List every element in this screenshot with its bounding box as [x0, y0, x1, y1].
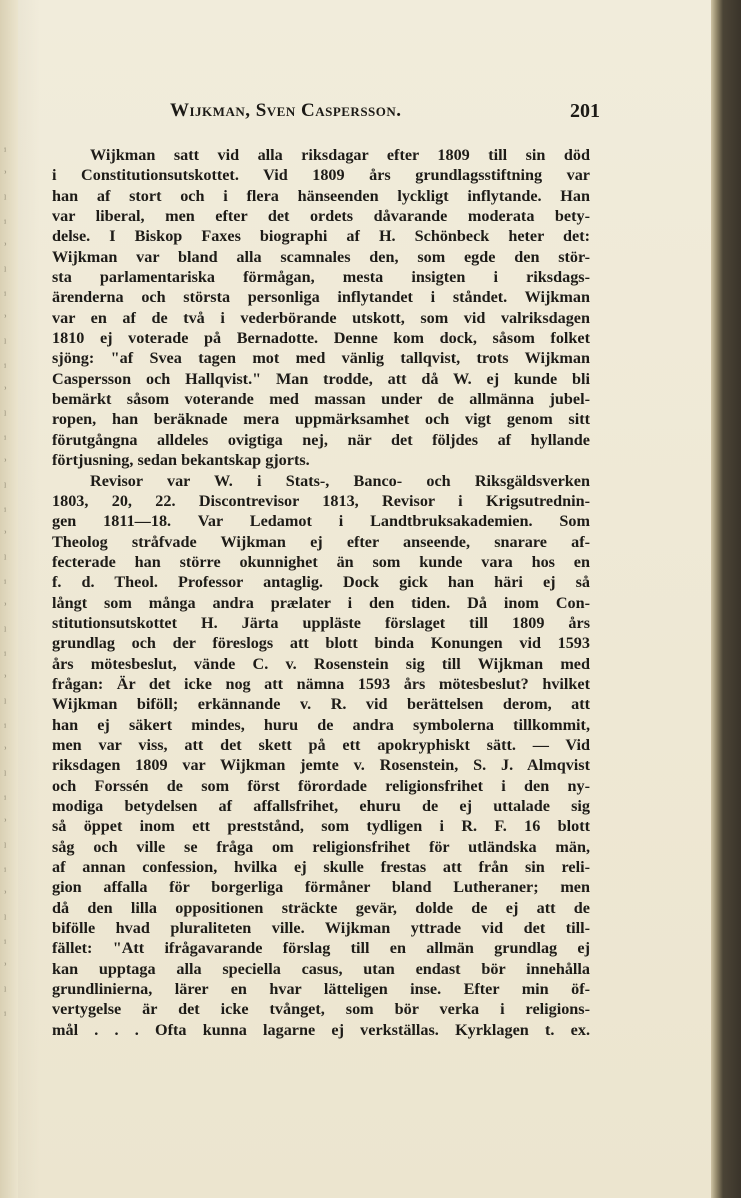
text-line: Wijkman satt vid alla riksdagar efter 1809 till sin död	[90, 146, 590, 164]
text-line: års mötesbeslut, vände C. v. Rosenstein sig till Wijkman med	[52, 654, 590, 673]
text-line: var liberal, men efter det ordets dåvarande moderata bety-	[52, 207, 590, 226]
text-line: gen 1811—18. Var Ledamot i Landtbruksakademien. Som	[52, 512, 590, 531]
text-line: såg och ville se fråga om religionsfrihet för utländska män,	[52, 837, 590, 856]
body-text	[52, 145, 590, 1040]
text-line: så öppet inom ett preststånd, som tydligen i R. F. 16 blott	[52, 817, 590, 836]
text-line: ropen, han beräknade mera uppmärksamhet och vigt genom sitt	[52, 410, 590, 429]
page-number: 201	[570, 100, 600, 122]
page-edge-shadow	[711, 0, 741, 1198]
text-line: bifölle hvad pluraliteten ville. Wijkman yttrade vid det till-	[52, 919, 590, 938]
text-line: grundlag och der föreslogs att blott binda Konungen vid 1593	[52, 634, 590, 653]
text-line: bemärkt såsom voterande med massan under de allmänna jubel-	[52, 390, 590, 409]
text-line: fecterade han större okunnighet än som kunde vara hos en	[52, 552, 590, 571]
text-line: han ej säkert mindes, huru de andra symbolerna tillkommit,	[52, 715, 590, 734]
text-line: kan upptaga alla speciella casus, utan endast bör innehålla	[52, 959, 590, 978]
text-line: af annan confession, hvilka ej skulle frestas att från sin reli-	[52, 858, 590, 877]
text-line: mål . . . Ofta kunna lagarne ej verkställas. Kyrklagen t. ex.	[52, 1020, 590, 1039]
text-line: Caspersson och Hallqvist." Man trodde, att då W. ej kunde bli	[52, 369, 590, 388]
bleed-through-marks: ⁱ ʾ ˡ ⁱ ʾ ˡ ⁱ ʾ ˡ ⁱ ʾ ˡ ⁱ ʾ ˡ ⁱ ʾ ˡ ⁱ ʾ ˡ ⁱ ʾ ˡ ⁱ ʾ ˡ ⁱ ʾ ˡ ⁱ ʾ ˡ ⁱ ʾ ˡ ⁱ	[4, 145, 8, 1022]
running-title: Wijkman, Sven Caspersson.	[170, 100, 402, 121]
text-line: gion affalla för borgerliga förmåner bland Lutheraner; men	[52, 878, 590, 897]
text-line: men var viss, att det skett på ett apokryphiskt sätt. — Vid	[52, 735, 590, 754]
text-line: 1803, 20, 22. Discontrevisor 1813, Revisor i Krigsutrednin-	[52, 491, 590, 510]
text-line: vertygelse är det icke tvånget, som bör verka i religions-	[52, 1000, 590, 1019]
text-line: riksdagen 1809 var Wijkman jemte v. Rosenstein, S. J. Almqvist	[52, 756, 590, 775]
text-line: i Constitutionsutskottet. Vid 1809 års grundlagsstiftning var	[52, 166, 590, 185]
text-line: Theolog stråfvade Wijkman ej efter anseende, snarare af-	[52, 532, 590, 551]
text-line: förutgångna alldeles ovigtiga nej, när det följdes af hyllande	[52, 430, 590, 449]
text-line: delse. I Biskop Faxes biographi af H. Schönbeck heter det:	[52, 227, 590, 246]
text-line: var en af de två i vederbörande utskott, som vid valriksdagen	[52, 308, 590, 327]
text-line: långt som många andra prælater i den tiden. Då inom Con-	[52, 593, 590, 612]
text-line: 1810 ej voterade på Bernadotte. Denne kom dock, såsom folket	[52, 329, 590, 348]
text-line: modiga betydelsen af affallsfrihet, ehuru de ej uttalade sig	[52, 797, 590, 815]
text-line: f. d. Theol. Professor antaglig. Dock gick han häri ej så	[52, 573, 590, 592]
text-line: Wijkman var bland alla scamnales den, som egde den stör-	[52, 247, 590, 266]
text-line: fället: "Att ifrågavarande förslag till en allmän grundlag ej	[52, 939, 590, 958]
text-line: stitutionsutskottet H. Järta uppläste förslaget till 1809 års	[52, 613, 590, 632]
text-line: sjöng: "af Svea tagen mot med vänlig tallqvist, trots Wijkman	[52, 349, 590, 368]
text-line: Wijkman biföll; erkännande v. R. vid berättelsen derom, att	[52, 695, 590, 714]
text-line: sta parlamentariska förmågan, mesta insigten i riksdags-	[52, 268, 590, 287]
text-line: Revisor var W. i Stats-, Banco- och Riksgäldsverken	[90, 471, 590, 490]
running-header	[170, 100, 600, 130]
text-line: och Forssén de som först förordade religionsfrihet i den ny-	[52, 776, 590, 795]
text-line: då den lilla oppositionen sträckte gevär, dolde de ej att de	[52, 898, 590, 917]
text-line: förtjusning, sedan bekantskap gjorts.	[52, 451, 310, 470]
text-line: frågan: Är det icke nog att nämna 1593 års mötesbeslut? hvilket	[52, 674, 590, 693]
text-line: grundlinierna, lärer en hvar lätteligen inse. Efter min öf-	[52, 980, 590, 999]
text-line: ärenderna och största personliga inflytandet i ståndet. Wijkman	[52, 288, 590, 307]
text-line: han af stort och i flera hänseenden lyckligt inflytande. Han	[52, 186, 590, 205]
